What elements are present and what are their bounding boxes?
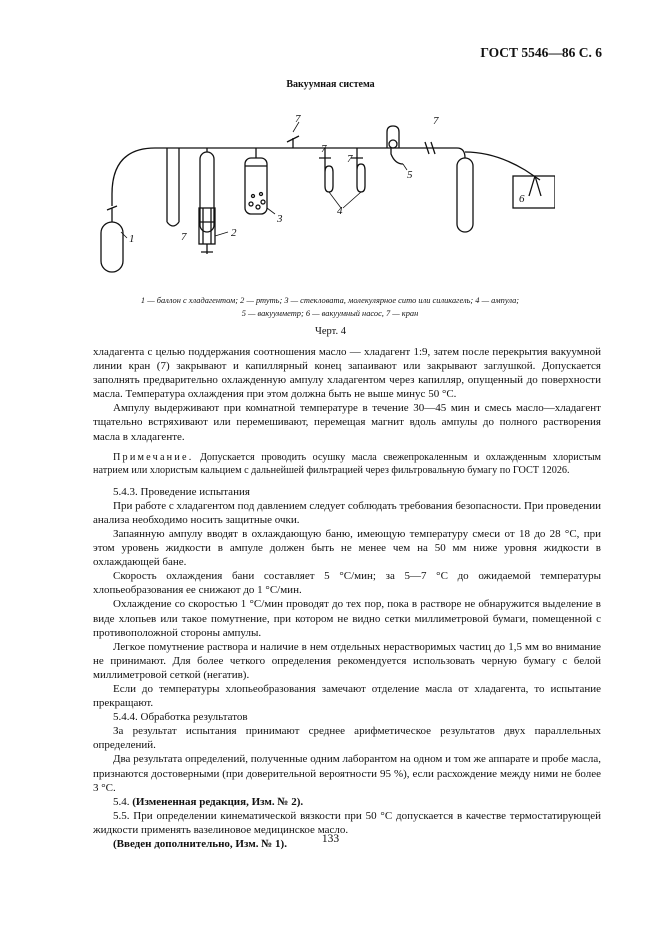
label-5: 5 (407, 169, 413, 181)
note-label: Примечание. (113, 451, 194, 463)
figure-legend (60, 294, 600, 320)
label-2: 2 (231, 227, 237, 239)
section-heading: 5.4.3. Проведение испытания (113, 485, 250, 498)
label-6: 6 (519, 193, 525, 205)
refrigerant-cylinder (101, 222, 123, 272)
legend-line: 1 — баллон с хладагентом; 2 — ртуть; 3 — стекловата, молекулярное сито или силикагель; 4 — ампула; (140, 296, 520, 305)
amendment-note: (Введен дополнительно, Изм. № 1). (113, 838, 287, 850)
paragraph: Охлаждение со скоростью 1 °С/мин проводят до тех пор, пока в растворе не обнаружится выделение в виде хлопьев или такое помутнение, при котором не видно сетки миллиметровой бумаги, помещенной с противоположной стороны ампулы. (93, 598, 601, 639)
amendment-number: 5.4. (113, 795, 133, 808)
ampoule (351, 148, 365, 192)
label-4: 4 (337, 205, 343, 217)
page-number: 133 (321, 833, 340, 845)
label-3: 3 (277, 213, 283, 225)
legend-line: 5 — вакуумметр; 6 — вакуумный насос, 7 — кран (241, 309, 419, 318)
figure-caption: Черт. 4 (315, 326, 346, 337)
label-7: 7 (181, 231, 187, 243)
label-7: 7 (433, 115, 439, 127)
label-7: 7 (347, 153, 353, 165)
note-text: Допускается проводить осушку масла свежепрокаленным и охлажденным хлористым натрием или хлористым кальцием с дальнейшей фильтрацией через фильтровальную бумагу по ГОСТ 12026. (93, 451, 601, 477)
paragraph: 5.5. При определении кинематической вязкости при 50 °С допускается в качестве термостатирующей жидкости применять вазелиновое медицинское масло. (93, 809, 601, 836)
label-7: 7 (295, 113, 301, 125)
paragraph: Если до температуры хлопьеобразования замечают отделение масла от хладагента, то испытание прекращают. (93, 682, 601, 710)
label-1: 1 (129, 233, 135, 245)
paragraph: хладагента с целью поддержания соотношения масло — хладагент 1:9, затем после перекрытия вакуумной линии кран (7) закрывают и капиллярный конец запаивают или закрывают заглушкой. Допускается заполнять предварительно охлажденную ампулу хладагентом через капилляр, опущенный до поверхности масла. Температура охлаждения при этом должна быть не выше минус 50 °С. (93, 346, 601, 401)
vacuum-system-diagram (95, 112, 555, 292)
amendment-text: (Измененная редакция, Изм. № 2). (132, 795, 304, 808)
section-heading: 5.4.4. Обработка результатов (113, 711, 248, 724)
paragraph: Скорость охлаждения бани составляет 5 °С/мин; за 5—7 °С до ожидаемой температуры хлопьеобразования ее снижают до 1 °С/мин. (93, 570, 601, 597)
paragraph: Легкое помутнение раствора и наличие в нем отдельных нерастворимых частиц до 1,5 мм во внимание не принимают. Для более четкого определения рекомендуется использовать черную бумагу с белой миллиметровой сеткой (негатив). (93, 640, 601, 681)
note (93, 451, 601, 478)
paragraph: За результат испытания принимают среднее арифметическое результатов двух параллельных определений. (93, 725, 601, 752)
body-text (93, 345, 601, 851)
paragraph: При работе с хладагентом под давлением следует соблюдать требования безопасности. При проведении анализа необходимо носить защитные очки. (93, 499, 601, 526)
label-7: 7 (321, 143, 327, 155)
paragraph: Ампулу выдерживают при комнатной температуре в течение 30—45 мин и смесь масло—хладагент тщательно встряхивают или перемешивают, перемещая магнит вдоль ампулы до полного растворения масла в хладагенте. (93, 402, 601, 443)
figure-title: Вакуумная система (286, 79, 375, 90)
page-header: ГОСТ 5546—86 С. 6 (480, 45, 602, 60)
paragraph: Запаянную ампулу вводят в охлаждающую баню, имеющую температуру смеси от 18 до 28 °С, при этом уровень жидкости в ампуле должен быть не менее чем на 50 мм ниже уровня жидкости в охлаждающей бане. (93, 527, 601, 569)
mercury-column (167, 148, 179, 226)
amendment-note (93, 795, 601, 809)
paragraph: Два результата определений, полученные одним лаборантом на одном и том же аппарате и пробе масла, признаются достоверными (при доверительной вероятности 95 %), если расхождение между ними не более 3 °С. (93, 753, 601, 794)
